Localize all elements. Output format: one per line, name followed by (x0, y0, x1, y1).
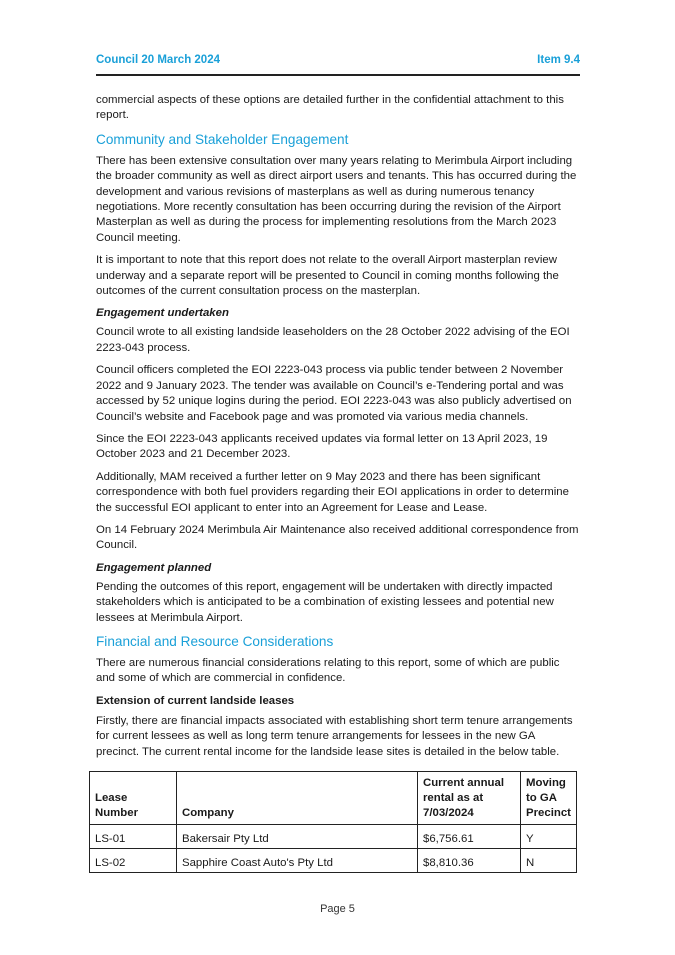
paragraph: Pending the outcomes of this report, engagement will be undertaken with directly impacted stakeholders which is anticipated to be a combination of existing lessees and potential new lessees at Merimbula Airport. (96, 580, 554, 624)
subheading-extension: Extension of current landside leases (96, 694, 295, 707)
column-header: Current annual rental as at 7/03/2024 (418, 772, 521, 825)
paragraph: Council wrote to all existing landside leaseholders on the 28 October 2022 advising of the EOI 2223-043 process. (96, 326, 570, 354)
table-cell: Sapphire Coast Auto's Pty Ltd (177, 849, 418, 873)
table-row (90, 849, 577, 873)
section-heading-community: Community and Stakeholder Engagement (96, 131, 349, 147)
table-cell: $6,756.61 (418, 825, 521, 849)
paragraph: There are numerous financial considerations relating to this report, some of which are public and some of which are commercial in confidence. (96, 656, 560, 685)
page-number: Page 5 (320, 903, 355, 915)
paragraph: It is important to note that this report does not relate to the overall Airport masterplan review underway and a separate report will be presented to Council in coming months following the outcomes of the current consultation process on the masterplan. (96, 254, 559, 298)
table-row (90, 825, 577, 849)
paragraph: On 14 February 2024 Merimbula Air Maintenance also received additional correspondence from Council. (96, 523, 579, 552)
subheading-engagement-undertaken: Engagement undertaken (96, 307, 229, 320)
table-cell: N (521, 849, 577, 873)
section-heading-financial: Financial and Resource Considerations (96, 633, 334, 649)
table-cell: Bakersair Pty Ltd (177, 825, 418, 849)
column-header: Company (177, 772, 418, 825)
document-body (96, 93, 580, 767)
table-cell: LS-02 (90, 849, 177, 873)
subheading-engagement-planned: Engagement planned (96, 561, 212, 574)
table-cell: Y (521, 825, 577, 849)
rental-table (89, 771, 577, 873)
paragraph: Additionally, MAM received a further letter on 9 May 2023 and there has been significant correspondence with both fuel providers regarding their EOI applications in order to determine the successful EOI applicant to enter into an Agreement for Lease and Lease. (96, 470, 569, 514)
table-cell: $8,810.36 (418, 849, 521, 873)
meeting-title: Council 20 March 2024 (96, 54, 220, 66)
paragraph: commercial aspects of these options are detailed further in the confidential attachment to this report. (96, 94, 564, 122)
paragraph: Firstly, there are financial impacts associated with establishing short term tenure arrangements for current lessees as well as long term tenure arrangements for lessees in the new GA precinct. The current rental income for the landside lease sites is detailed in the below table. (96, 714, 573, 758)
page-footer (0, 903, 675, 915)
table-header-row (90, 772, 577, 825)
paragraph: Council officers completed the EOI 2223-043 process via public tender between 2 November 2022 and 9 January 2023. The tender was available on Council’s e-Tendering portal and was accessed by 52 unique logins during the period. EOI 2223-043 was also publicly advertised on Council’s website and Facebook page and was promoted via various media channels. (96, 364, 572, 423)
column-header: Lease Number (90, 772, 177, 825)
item-number: Item 9.4 (537, 54, 580, 66)
paragraph: There has been extensive consultation over many years relating to Merimbula Airport including the broader community as well as direct airport users and tenants. This has occurred during the development and various revisions of masterplans as well as during numerous tenancy negotiations. More recently consultation has been occurring during the revision of the Airport Masterplan as well as during the process for implementing resolutions from the March 2023 Council meeting. (96, 154, 577, 244)
table-cell: LS-01 (90, 825, 177, 849)
page-header (96, 52, 580, 76)
column-header: Moving to GA Precinct (521, 772, 577, 825)
paragraph: Since the EOI 2223-043 applicants received updates via formal letter on 13 April 2023, 19 October 2023 and 21 December 2023. (96, 432, 548, 461)
